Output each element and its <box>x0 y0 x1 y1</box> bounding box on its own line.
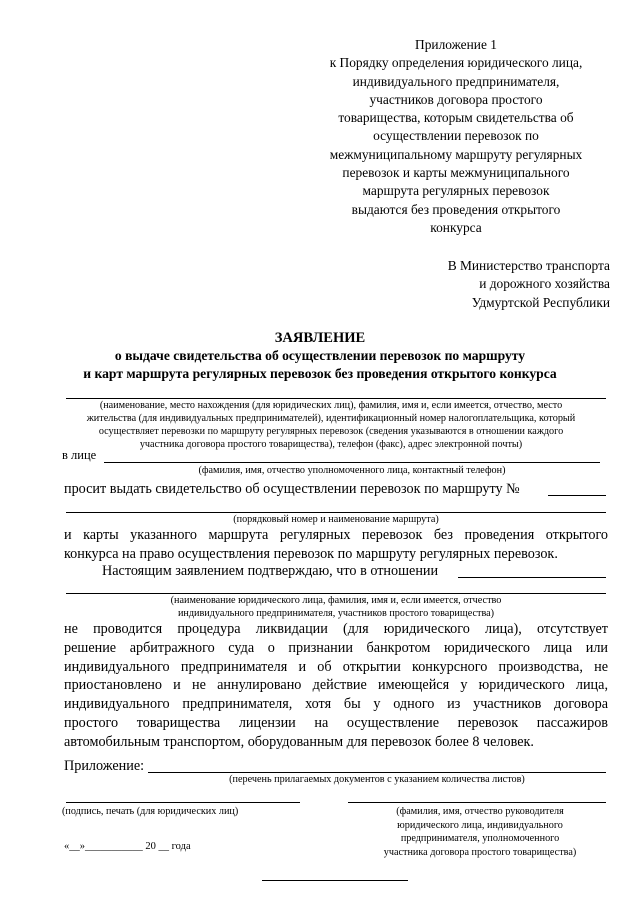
addressee <box>448 257 610 312</box>
hint-line: осуществляет перевозки по маршруту регулярных перевозок (сведения указываются в отношении каждого <box>98 426 564 437</box>
representative-prefix: в лице <box>62 448 97 462</box>
statement-line: автомобильным транспортом, оборудованным для перевозок более 8 человек. <box>64 733 534 750</box>
statement-line: индивидуального предпринимателя и об открытии конкурсного производства, не <box>64 658 608 675</box>
hint-line: юридического лица, индивидуального <box>397 819 563 831</box>
statement-line: простого товарищества лицензии на осуществление перевозок пассажиров <box>64 714 608 731</box>
name-hint <box>360 805 600 859</box>
annex-line: участников договора простого <box>369 91 543 107</box>
hint-line: участника договора простого товарищества), телефон (факс), адрес электронной почты) <box>139 439 523 450</box>
date-field[interactable]: «__»___________ 20 __ года <box>64 841 191 852</box>
route-number-field-line[interactable] <box>548 495 606 496</box>
statement-line: не проводится процедура ликвидации (для юридического лица), отсутствует <box>64 621 608 637</box>
addressee-line: В Министерство транспорта <box>447 258 610 273</box>
applicant-hint <box>40 399 622 451</box>
confirm-text: Настоящим заявлением подтверждаю, что в отношении <box>102 563 439 579</box>
hint-line: (фамилия, имя, отчество руководителя <box>396 806 564 817</box>
route-hint: (порядковый номер и наименование маршрута) <box>233 514 439 525</box>
document-subtitle: о выдаче свидетельства об осуществлении перевозок по маршруту <box>114 348 526 363</box>
representative-hint: (фамилия, имя, отчество уполномоченного лица, контактный телефон) <box>198 465 506 476</box>
confirm-field-line-short[interactable] <box>458 577 606 578</box>
hint-line: (наименование, место нахождения (для юридических лиц), фамилия, имя и, если имеется, отчество, место <box>99 400 563 411</box>
annex-line: Приложение 1 <box>415 37 497 52</box>
confirm-hint <box>66 594 606 620</box>
signature-hint: (подпись, печать (для юридических лиц) <box>62 806 239 817</box>
request-line: конкурса на право осуществления перевозок по маршруту регулярных перевозок. <box>64 546 558 562</box>
attachment-label: Приложение: <box>64 758 145 774</box>
annex-line: межмуниципальному маршруту регулярных <box>329 146 583 162</box>
annex-line: маршрута регулярных перевозок <box>362 183 550 199</box>
addressee-line: Удмуртской Республики <box>471 294 610 310</box>
footer-divider <box>262 880 408 881</box>
hint-line: жительства (для индивидуальных предпринимателей), идентификационный номер налогоплательщика, который <box>86 413 576 424</box>
document-title: ЗАЯВЛЕНИЕ <box>274 330 366 346</box>
statement-line: индивидуального предпринимателя, хотя бы у одного из участников договора <box>64 696 608 713</box>
hint-line: индивидуального предпринимателя, участников простого товарищества) <box>177 608 495 619</box>
annex-line: осуществлении перевозок по <box>373 128 539 144</box>
statement-paragraph <box>64 620 608 752</box>
hint-line: предпринимателя, уполномоченного <box>400 833 560 844</box>
annex-header <box>300 36 612 237</box>
request-line: и карты указанного маршрута регулярных перевозок без проведения открытого <box>64 527 608 543</box>
hint-line: участника договора простого товарищества) <box>383 846 577 858</box>
addressee-line: и дорожного хозяйства <box>479 276 610 292</box>
hint-line: (наименование юридического лица, фамилия, имя и, если имеется, отчество <box>170 595 502 606</box>
name-field-line[interactable] <box>348 802 606 803</box>
annex-line: конкурса <box>430 219 482 235</box>
document-subtitle: и карт маршрута регулярных перевозок без проведения открытого конкурса <box>83 366 557 381</box>
statement-line: приостановлено и не аннулировано действие имеющейся у юридического лица, <box>64 677 608 694</box>
annex-line: выдаются без проведения открытого <box>351 201 561 217</box>
annex-line: перевозок и карты межмуниципального <box>342 165 570 181</box>
annex-line: индивидуального предпринимателя, <box>352 73 560 89</box>
request-text: просит выдать свидетельство об осуществлении перевозок по маршруту № <box>64 481 520 497</box>
signature-field-line[interactable] <box>66 802 300 803</box>
annex-line: товарищества, которым свидетельства об <box>338 110 574 126</box>
representative-field-line[interactable] <box>104 462 600 463</box>
attachment-hint: (перечень прилагаемых документов с указанием количества листов) <box>229 774 525 785</box>
statement-line: решение арбитражного суда о признании банкротом юридического лица или <box>64 639 608 656</box>
annex-line: к Порядку определения юридического лица, <box>329 55 583 71</box>
